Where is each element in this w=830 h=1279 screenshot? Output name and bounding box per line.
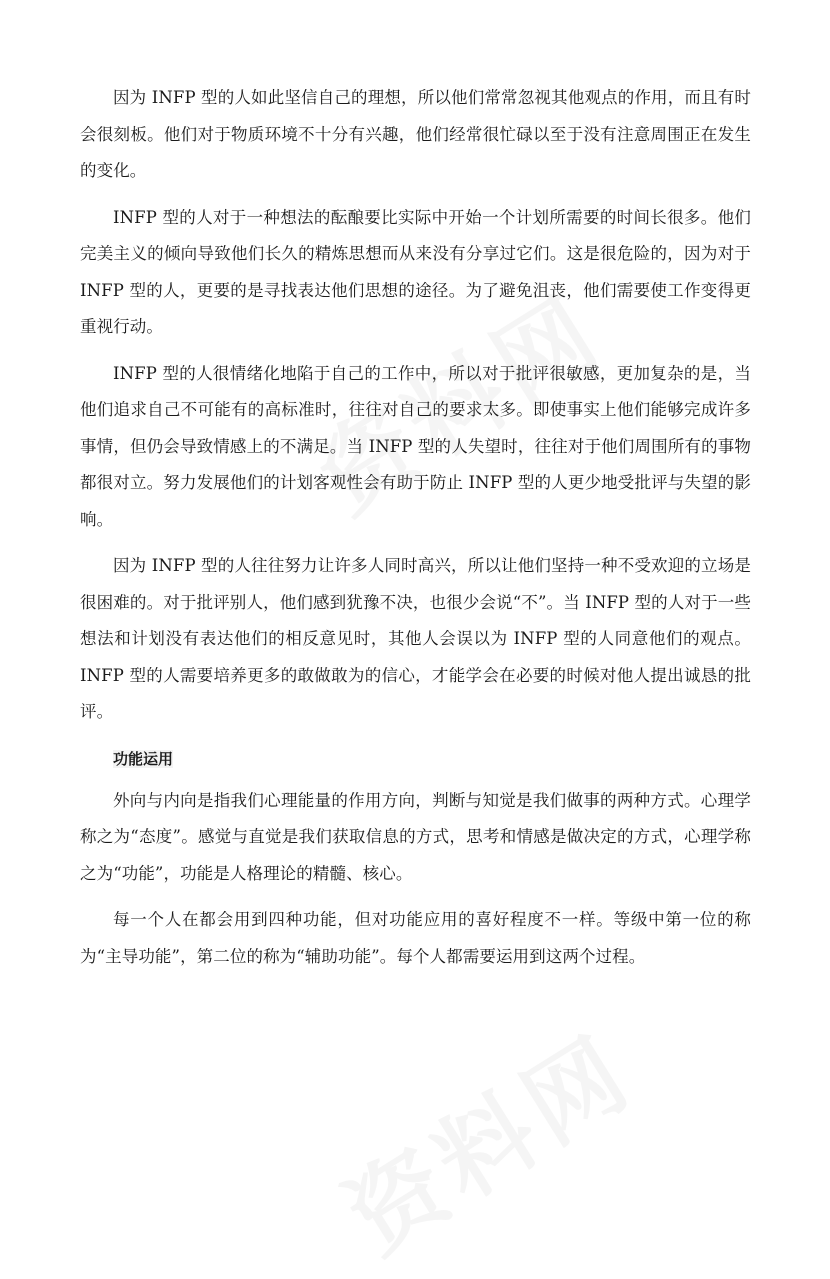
paragraph-1: 因为 INFP 型的人如此坚信自己的理想，所以他们常常忽视其他观点的作用，而且有时会很刻板。他们对于物质环境不十分有兴趣，他们经常很忙碌以至于没有注意周围正在发生的变化。 <box>80 88 751 180</box>
paragraph-2: INFP 型的人对于一种想法的酝酿要比实际中开始一个计划所需要的时间长很多。他们完美主义的倾向导致他们长久的精炼思想而从来没有分享过它们。这是很危险的，因为对于 INFP 型的人，更要的是寻找表达他们思想的途径。为了避免沮丧，他们需要使工作变得更重视行动。 <box>80 207 751 336</box>
section-heading-text: 功能运用 <box>113 749 174 768</box>
paragraph-3: INFP 型的人很情绪化地陷于自己的工作中，所以对于批评很敏感，更加复杂的是，当他们追求自己不可能有的高标准时，往往对自己的要求太多。即使事实上他们能够完成许多事情，但仍会导致情感上的不满足。当 INFP 型的人失望时，往往对于他们周围所有的事物都很对立。努力发展他们的计划客观性会有助于防止 INFP 型的人更少地受批评与失望的影响。 <box>80 363 751 529</box>
paragraph-5: 外向与内向是指我们心理能量的作用方向，判断与知觉是我们做事的两种方式。心理学称之为“态度”。感觉与直觉是我们获取信息的方式，思考和情感是做决定的方式，心理学称之为“功能”，功能是人格理论的精髓、核心。 <box>80 790 751 883</box>
section-heading <box>80 741 751 777</box>
document-body <box>80 80 751 985</box>
paragraph-4: 因为 INFP 型的人往往努力让许多人同时高兴，所以让他们坚持一种不受欢迎的立场是很困难的。对于批评别人，他们感到犹豫不决，也很少会说“不”。当 INFP 型的人对于一些想法和计划没有表达他们的相反意见时，其他人会误以为 INFP 型的人同意他们的观点。INFP 型的人需要培养更多的敢做敢为的信心，才能学会在必要的时候对他人提出诚恳的批评。 <box>80 556 751 721</box>
watermark-bottom <box>317 998 654 1279</box>
paragraph-6: 每一个人在都会用到四种功能，但对功能应用的喜好程度不一样。等级中第一位的称为“主导功能”，第二位的称为“辅助功能”。每个人都需要运用到这两个过程。 <box>80 910 751 966</box>
